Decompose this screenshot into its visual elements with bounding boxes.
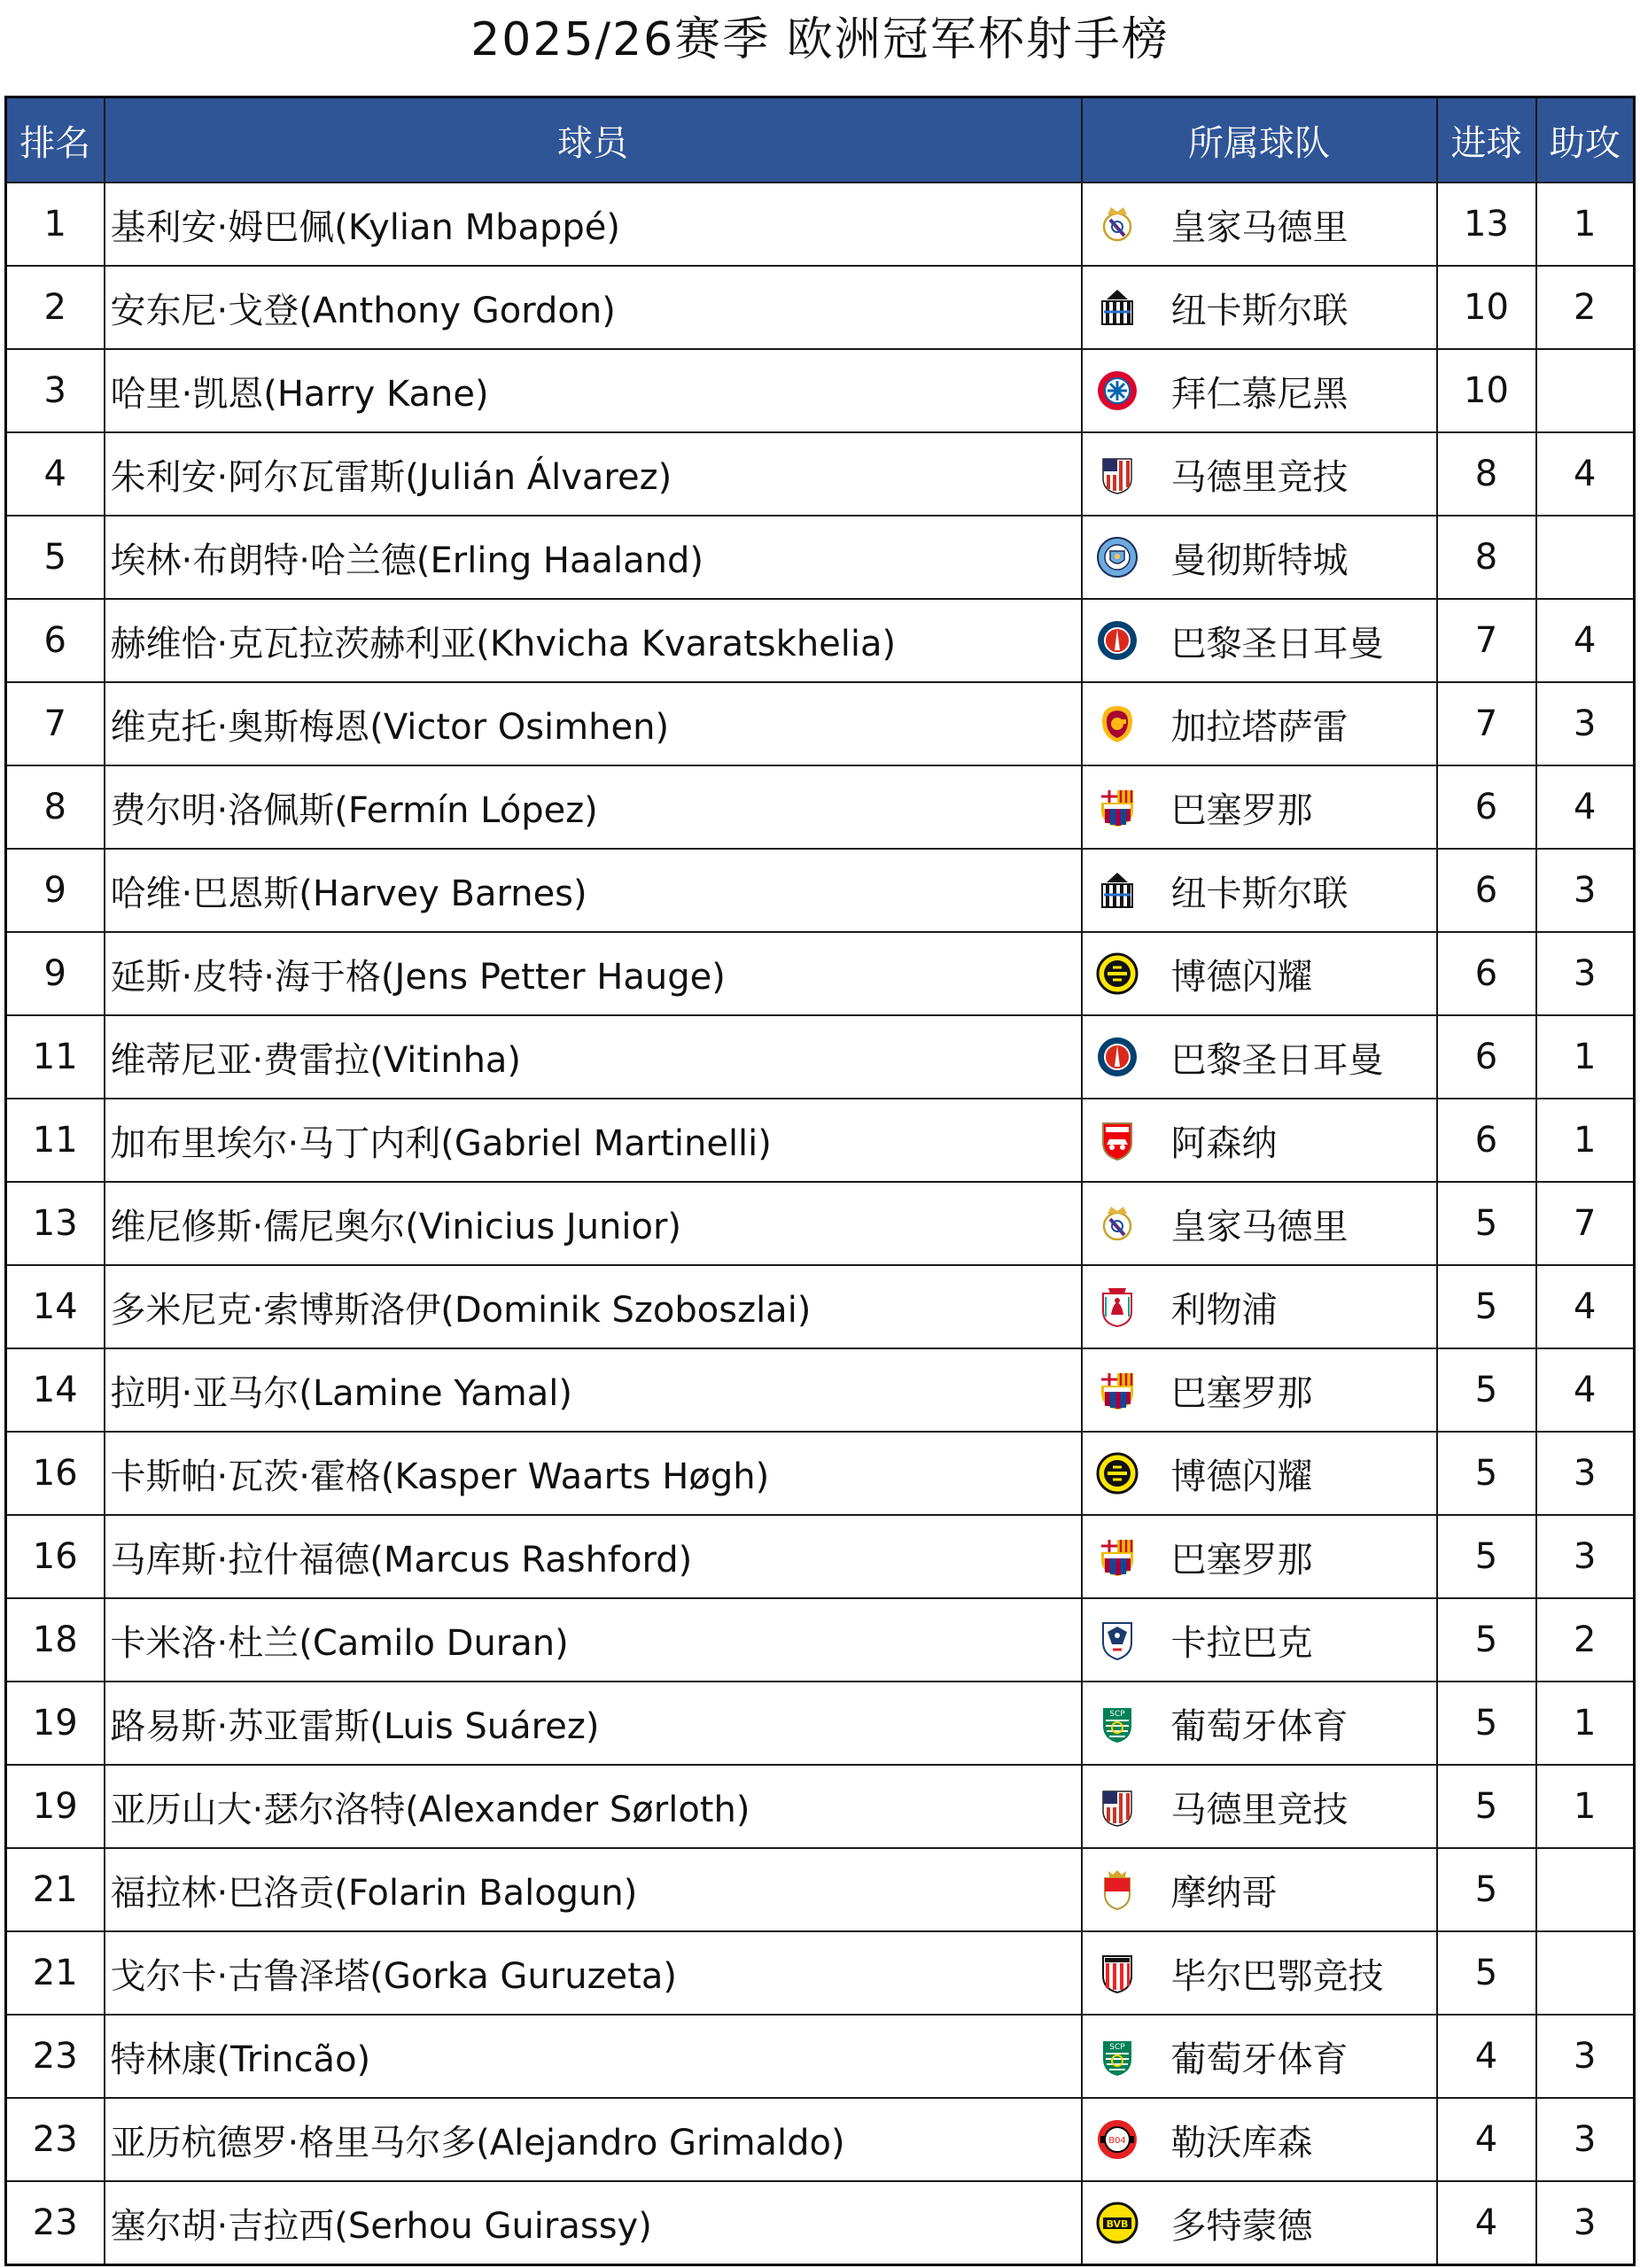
team-name: 葡萄牙体育 bbox=[1170, 1705, 1349, 1747]
barcelona-crest-icon bbox=[1095, 785, 1139, 829]
goals-cell: 5 bbox=[1437, 1765, 1536, 1848]
sporting-crest-icon bbox=[1095, 1701, 1139, 1745]
table-row bbox=[6, 1515, 1635, 1598]
goals-cell: 6 bbox=[1437, 932, 1536, 1015]
barcelona-crest-icon bbox=[1095, 1534, 1139, 1579]
rank-cell: 19 bbox=[6, 1765, 105, 1848]
assists-cell bbox=[1536, 1848, 1635, 1931]
assists-cell: 1 bbox=[1536, 1099, 1635, 1182]
header-goals: 进球 bbox=[1437, 97, 1536, 183]
rank-cell: 4 bbox=[6, 432, 105, 516]
newcastle-crest-icon bbox=[1095, 868, 1139, 913]
table-row bbox=[6, 1015, 1635, 1099]
newcastle-crest-icon bbox=[1095, 285, 1139, 330]
team-name: 巴塞罗那 bbox=[1170, 1539, 1313, 1581]
player-name-cell: 福拉林·巴洛贡(Folarin Balogun) bbox=[105, 1848, 1082, 1931]
team-cell bbox=[1082, 183, 1437, 266]
team-cell bbox=[1082, 1015, 1437, 1099]
rank-cell: 16 bbox=[6, 1432, 105, 1515]
team-cell bbox=[1082, 1682, 1437, 1765]
assists-cell bbox=[1536, 349, 1635, 432]
team-name: 多特蒙德 bbox=[1170, 2205, 1313, 2247]
header-assists: 助攻 bbox=[1536, 97, 1635, 183]
table-row bbox=[6, 1348, 1635, 1432]
arsenal-crest-icon bbox=[1095, 1118, 1139, 1162]
team-cell bbox=[1082, 2098, 1437, 2181]
table-row bbox=[6, 1099, 1635, 1182]
team-cell bbox=[1082, 516, 1437, 599]
table-row bbox=[6, 1265, 1635, 1348]
table-row bbox=[6, 516, 1635, 599]
team-cell bbox=[1082, 1265, 1437, 1348]
table-row bbox=[6, 1848, 1635, 1931]
goals-cell: 6 bbox=[1437, 1099, 1536, 1182]
table-row bbox=[6, 183, 1635, 266]
team-name: 马德里竞技 bbox=[1170, 1789, 1349, 1830]
team-cell bbox=[1082, 599, 1437, 682]
table-row bbox=[6, 432, 1635, 516]
assists-cell: 1 bbox=[1536, 183, 1635, 266]
goals-cell: 6 bbox=[1437, 1015, 1536, 1099]
atletico-crest-icon bbox=[1095, 1784, 1139, 1829]
monaco-crest-icon bbox=[1095, 1868, 1139, 1912]
assists-cell: 7 bbox=[1536, 1182, 1635, 1265]
team-name: 博德闪耀 bbox=[1170, 1456, 1313, 1497]
goals-cell: 5 bbox=[1437, 1931, 1536, 2015]
psg-crest-icon bbox=[1095, 618, 1139, 663]
rank-cell: 1 bbox=[6, 183, 105, 266]
header-rank: 排名 bbox=[6, 97, 105, 183]
table-row bbox=[6, 1682, 1635, 1765]
rank-cell: 9 bbox=[6, 932, 105, 1015]
svg-text:SCP: SCP bbox=[1108, 2043, 1125, 2052]
team-cell bbox=[1082, 1348, 1437, 1432]
team-name: 葡萄牙体育 bbox=[1170, 2039, 1349, 2080]
rank-cell: 13 bbox=[6, 1182, 105, 1265]
team-name: 纽卡斯尔联 bbox=[1170, 290, 1349, 331]
player-name-cell: 卡斯帕·瓦茨·霍格(Kasper Waarts Høgh) bbox=[105, 1432, 1082, 1515]
goals-cell: 5 bbox=[1437, 1515, 1536, 1598]
assists-cell: 4 bbox=[1536, 599, 1635, 682]
team-name: 利物浦 bbox=[1170, 1289, 1278, 1331]
team-cell bbox=[1082, 2015, 1437, 2098]
assists-cell: 1 bbox=[1536, 1682, 1635, 1765]
goals-cell: 8 bbox=[1437, 432, 1536, 516]
real-madrid-crest-icon bbox=[1095, 202, 1139, 246]
assists-cell: 3 bbox=[1536, 2015, 1635, 2098]
assists-cell bbox=[1536, 1931, 1635, 2015]
assists-cell: 3 bbox=[1536, 1515, 1635, 1598]
rank-cell: 21 bbox=[6, 1848, 105, 1931]
goals-cell: 5 bbox=[1437, 1682, 1536, 1765]
team-cell bbox=[1082, 1598, 1437, 1682]
goals-cell: 5 bbox=[1437, 1182, 1536, 1265]
goals-cell: 5 bbox=[1437, 1265, 1536, 1348]
player-name-cell: 基利安·姆巴佩(Kylian Mbappé) bbox=[105, 183, 1082, 266]
table-row bbox=[6, 682, 1635, 765]
rank-cell: 9 bbox=[6, 849, 105, 932]
assists-cell: 4 bbox=[1536, 1265, 1635, 1348]
player-name-cell: 维尼修斯·儒尼奥尔(Vinicius Junior) bbox=[105, 1182, 1082, 1265]
assists-cell: 3 bbox=[1536, 2098, 1635, 2181]
rank-cell: 7 bbox=[6, 682, 105, 765]
player-name-cell: 哈维·巴恩斯(Harvey Barnes) bbox=[105, 849, 1082, 932]
rank-cell: 2 bbox=[6, 266, 105, 349]
top-scorers-table bbox=[4, 96, 1636, 2266]
goals-cell: 7 bbox=[1437, 682, 1536, 765]
team-name: 加拉塔萨雷 bbox=[1170, 706, 1349, 748]
team-cell bbox=[1082, 1931, 1437, 2015]
table-row bbox=[6, 2098, 1635, 2181]
player-name-cell: 路易斯·苏亚雷斯(Luis Suárez) bbox=[105, 1682, 1082, 1765]
team-cell bbox=[1082, 1515, 1437, 1598]
team-cell bbox=[1082, 1432, 1437, 1515]
player-name-cell: 哈里·凯恩(Harry Kane) bbox=[105, 349, 1082, 432]
rank-cell: 23 bbox=[6, 2181, 105, 2265]
player-name-cell: 卡米洛·杜兰(Camilo Duran) bbox=[105, 1598, 1082, 1682]
table-row bbox=[6, 1765, 1635, 1848]
leverkusen-crest-icon bbox=[1095, 2117, 1139, 2162]
goals-cell: 10 bbox=[1437, 266, 1536, 349]
galatasaray-crest-icon bbox=[1095, 702, 1139, 746]
player-name-cell: 维蒂尼亚·费雷拉(Vitinha) bbox=[105, 1015, 1082, 1099]
assists-cell: 3 bbox=[1536, 2181, 1635, 2265]
rank-cell: 16 bbox=[6, 1515, 105, 1598]
liverpool-crest-icon bbox=[1095, 1285, 1139, 1329]
table-row bbox=[6, 1182, 1635, 1265]
player-name-cell: 亚历山大·瑟尔洛特(Alexander Sørloth) bbox=[105, 1765, 1082, 1848]
team-cell bbox=[1082, 1765, 1437, 1848]
player-name-cell: 塞尔胡·吉拉西(Serhou Guirassy) bbox=[105, 2181, 1082, 2265]
team-name: 纽卡斯尔联 bbox=[1170, 873, 1349, 914]
team-cell bbox=[1082, 849, 1437, 932]
team-name: 勒沃库森 bbox=[1170, 2122, 1313, 2163]
team-cell bbox=[1082, 765, 1437, 849]
rank-cell: 19 bbox=[6, 1682, 105, 1765]
team-cell bbox=[1082, 1182, 1437, 1265]
rank-cell: 23 bbox=[6, 2015, 105, 2098]
rank-cell: 14 bbox=[6, 1348, 105, 1432]
dortmund-crest-icon bbox=[1095, 2201, 1139, 2245]
psg-crest-icon bbox=[1095, 1035, 1139, 1079]
assists-cell: 3 bbox=[1536, 849, 1635, 932]
table-row bbox=[6, 1598, 1635, 1682]
team-cell bbox=[1082, 932, 1437, 1015]
goals-cell: 5 bbox=[1437, 1348, 1536, 1432]
bodo-glimt-crest-icon bbox=[1095, 1451, 1139, 1495]
goals-cell: 7 bbox=[1437, 599, 1536, 682]
player-name-cell: 马库斯·拉什福德(Marcus Rashford) bbox=[105, 1515, 1082, 1598]
rank-cell: 8 bbox=[6, 765, 105, 849]
team-name: 拜仁慕尼黑 bbox=[1170, 373, 1349, 415]
table-body bbox=[6, 183, 1635, 2265]
team-name: 巴黎圣日耳曼 bbox=[1170, 623, 1384, 664]
player-name-cell: 延斯·皮特·海于格(Jens Petter Hauge) bbox=[105, 932, 1082, 1015]
player-name-cell: 赫维恰·克瓦拉茨赫利亚(Khvicha Kvaratskhelia) bbox=[105, 599, 1082, 682]
table-row bbox=[6, 1931, 1635, 2015]
assists-cell bbox=[1536, 516, 1635, 599]
goals-cell: 6 bbox=[1437, 849, 1536, 932]
assists-cell: 3 bbox=[1536, 932, 1635, 1015]
assists-cell: 3 bbox=[1536, 1432, 1635, 1515]
assists-cell: 4 bbox=[1536, 765, 1635, 849]
svg-text:SCP: SCP bbox=[1108, 1710, 1125, 1719]
goals-cell: 10 bbox=[1437, 349, 1536, 432]
goals-cell: 4 bbox=[1437, 2098, 1536, 2181]
assists-cell: 1 bbox=[1536, 1765, 1635, 1848]
team-cell bbox=[1082, 2181, 1437, 2265]
svg-text:B04: B04 bbox=[1108, 2136, 1126, 2146]
goals-cell: 4 bbox=[1437, 2181, 1536, 2265]
goals-cell: 5 bbox=[1437, 1432, 1536, 1515]
assists-cell: 4 bbox=[1536, 432, 1635, 516]
team-cell bbox=[1082, 1848, 1437, 1931]
player-name-cell: 拉明·亚马尔(Lamine Yamal) bbox=[105, 1348, 1082, 1432]
team-name: 皇家马德里 bbox=[1170, 206, 1349, 248]
player-name-cell: 戈尔卡·古鲁泽塔(Gorka Guruzeta) bbox=[105, 1931, 1082, 2015]
team-cell bbox=[1082, 682, 1437, 765]
assists-cell: 3 bbox=[1536, 682, 1635, 765]
team-name: 巴黎圣日耳曼 bbox=[1170, 1039, 1384, 1081]
rank-cell: 11 bbox=[6, 1015, 105, 1099]
team-name: 马德里竞技 bbox=[1170, 456, 1349, 498]
assists-cell: 2 bbox=[1536, 266, 1635, 349]
rank-cell: 11 bbox=[6, 1099, 105, 1182]
player-name-cell: 费尔明·洛佩斯(Fermín López) bbox=[105, 765, 1082, 849]
rank-cell: 6 bbox=[6, 599, 105, 682]
real-madrid-crest-icon bbox=[1095, 1201, 1139, 1246]
team-name: 巴塞罗那 bbox=[1170, 789, 1313, 831]
team-cell bbox=[1082, 266, 1437, 349]
player-name-cell: 维克托·奥斯梅恩(Victor Osimhen) bbox=[105, 682, 1082, 765]
player-name-cell: 埃林·布朗特·哈兰德(Erling Haaland) bbox=[105, 516, 1082, 599]
table-row bbox=[6, 2181, 1635, 2265]
table-row bbox=[6, 2015, 1635, 2098]
sporting-crest-icon bbox=[1095, 2034, 1139, 2078]
assists-cell: 2 bbox=[1536, 1598, 1635, 1682]
goals-cell: 6 bbox=[1437, 765, 1536, 849]
team-name: 皇家马德里 bbox=[1170, 1206, 1349, 1247]
team-name: 卡拉巴克 bbox=[1170, 1622, 1313, 1664]
player-name-cell: 朱利安·阿尔瓦雷斯(Julián Álvarez) bbox=[105, 432, 1082, 516]
goals-cell: 5 bbox=[1437, 1848, 1536, 1931]
goals-cell: 13 bbox=[1437, 183, 1536, 266]
table-row bbox=[6, 349, 1635, 432]
team-name: 博德闪耀 bbox=[1170, 956, 1313, 998]
table-row bbox=[6, 765, 1635, 849]
player-name-cell: 亚历杭德罗·格里马尔多(Alejandro Grimaldo) bbox=[105, 2098, 1082, 2181]
player-name-cell: 安东尼·戈登(Anthony Gordon) bbox=[105, 266, 1082, 349]
page-title: 2025/26赛季 欧洲冠军杯射手榜 bbox=[470, 13, 1170, 66]
bodo-glimt-crest-icon bbox=[1095, 951, 1139, 996]
qarabag-crest-icon bbox=[1095, 1618, 1139, 1662]
rank-cell: 18 bbox=[6, 1598, 105, 1682]
barcelona-crest-icon bbox=[1095, 1368, 1139, 1412]
team-cell bbox=[1082, 1099, 1437, 1182]
assists-cell: 1 bbox=[1536, 1015, 1635, 1099]
rank-cell: 14 bbox=[6, 1265, 105, 1348]
team-name: 毕尔巴鄂竞技 bbox=[1170, 1955, 1384, 1997]
table-row bbox=[6, 1432, 1635, 1515]
player-name-cell: 多米尼克·索博斯洛伊(Dominik Szoboszlai) bbox=[105, 1265, 1082, 1348]
rank-cell: 21 bbox=[6, 1931, 105, 2015]
player-name-cell: 加布里埃尔·马丁内利(Gabriel Martinelli) bbox=[105, 1099, 1082, 1182]
table-row bbox=[6, 932, 1635, 1015]
man-city-crest-icon bbox=[1095, 535, 1139, 579]
table-row bbox=[6, 849, 1635, 932]
team-name: 阿森纳 bbox=[1170, 1122, 1278, 1164]
atletico-crest-icon bbox=[1095, 452, 1139, 496]
goals-cell: 8 bbox=[1437, 516, 1536, 599]
rank-cell: 23 bbox=[6, 2098, 105, 2181]
bayern-crest-icon bbox=[1095, 369, 1139, 413]
athletic-bilbao-crest-icon bbox=[1095, 1951, 1139, 1995]
rank-cell: 5 bbox=[6, 516, 105, 599]
table-row bbox=[6, 599, 1635, 682]
team-name: 曼彻斯特城 bbox=[1170, 540, 1349, 581]
header-player: 球员 bbox=[105, 97, 1082, 183]
team-cell bbox=[1082, 432, 1437, 516]
team-cell bbox=[1082, 349, 1437, 432]
rank-cell: 3 bbox=[6, 349, 105, 432]
svg-text:BVB: BVB bbox=[1106, 2218, 1128, 2230]
team-name: 巴塞罗那 bbox=[1170, 1372, 1313, 1414]
header-team: 所属球队 bbox=[1082, 97, 1437, 183]
table-header-row bbox=[6, 97, 1635, 183]
goals-cell: 4 bbox=[1437, 2015, 1536, 2098]
assists-cell: 4 bbox=[1536, 1348, 1635, 1432]
player-name-cell: 特林康(Trincão) bbox=[105, 2015, 1082, 2098]
team-name: 摩纳哥 bbox=[1170, 1872, 1278, 1914]
goals-cell: 5 bbox=[1437, 1598, 1536, 1682]
table-row bbox=[6, 266, 1635, 349]
